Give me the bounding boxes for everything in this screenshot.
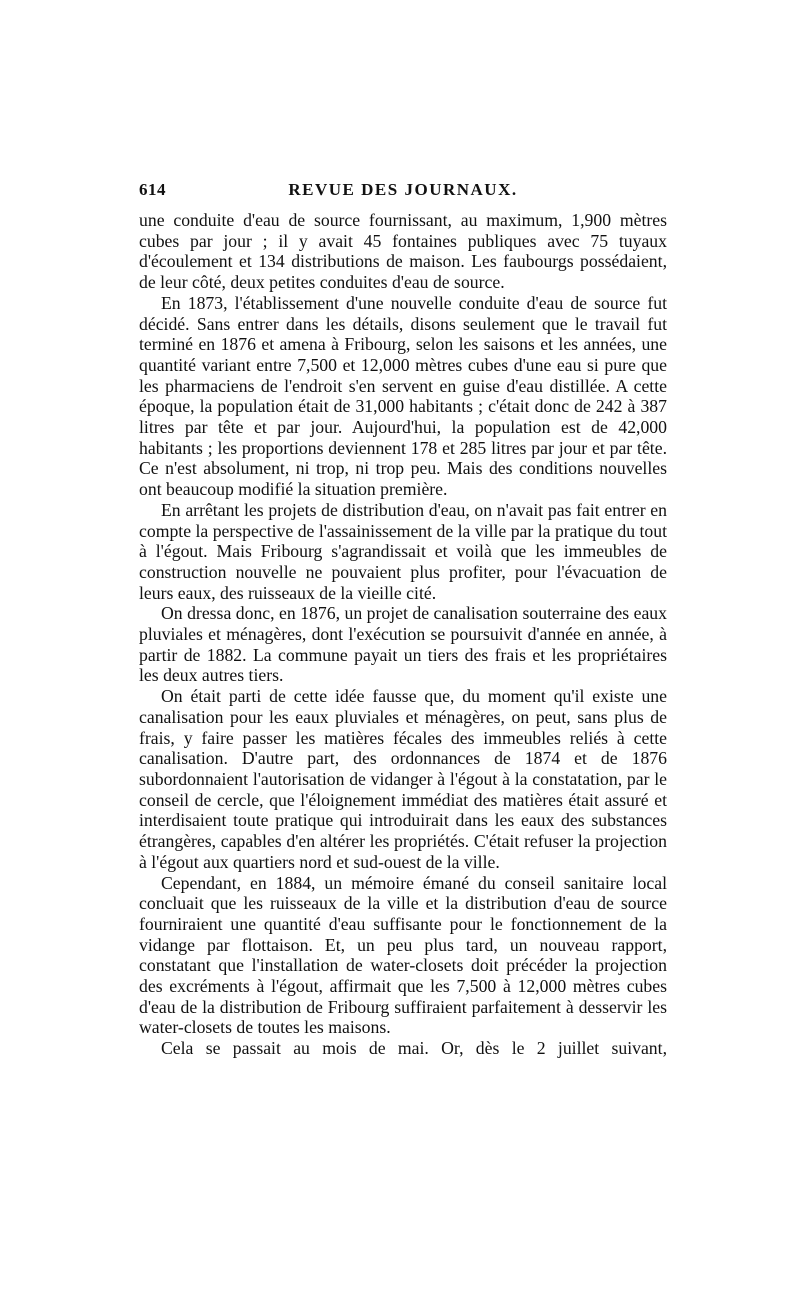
- paragraph-6: Cependant, en 1884, un mémoire émané du conseil sanitaire local concluait que les ruisseaux de la ville et la distribution d'eau de source fourniraient une quantité d'eau suffisante pour le fonctionnement de la vidange par flottaison. Et, un peu plus tard, un nouveau rapport, constatant que l'installation de water-closets doit précéder la projection des excréments à l'égout, affirmait que les 7,500 à 12,000 mètres cubes d'eau de la distribution de Fribourg suffiraient parfaitement à desservir les water-closets de toutes les maisons.: [139, 872, 667, 1038]
- paragraph-2: En 1873, l'établissement d'une nouvelle conduite d'eau de source fut décidé. Sans entrer dans les détails, disons seulement que le travail fut terminé en 1876 et amena à Fribourg, selon les saisons et les années, une quantité variant entre 7,500 et 12,000 mètres cubes d'une eau si pure que les pharmaciens de l'endroit s'en servent en guise d'eau distillée. A cette époque, la population était de 31,000 habitants ; c'était donc de 242 à 387 litres par tête et par jour. Aujourd'hui, la population est de 42,000 habitants ; les proportions deviennent 178 et 285 litres par jour et par tête. Ce n'est absolument, ni trop, ni trop peu. Mais des conditions nouvelles ont beaucoup modifié la situation première.: [139, 292, 667, 500]
- running-title: REVUE DES JOURNAUX.: [288, 180, 518, 199]
- page-number: 614: [139, 180, 166, 199]
- paragraph-7: Cela se passait au mois de mai. Or, dès le 2 juillet suivant,: [161, 1038, 667, 1059]
- paragraph-4: On dressa donc, en 1876, un projet de canalisation souterraine des eaux pluviales et ménagères, dont l'exécution se poursuivit d'année en année, à partir de 1882. La commune payait un tiers des frais et les propriétaires les deux autres tiers.: [139, 603, 667, 686]
- paragraph-1: une conduite d'eau de source fournissant, au maximum, 1,900 mètres cubes par jour ; il y avait 45 fontaines publiques avec 75 tuyaux d'écoulement et 134 distributions de maison. Les faubourgs possédaient, de leur côté, deux petites conduites d'eau de source.: [139, 210, 667, 293]
- page-header: [139, 180, 667, 210]
- paragraph-3: En arrêtant les projets de distribution d'eau, on n'avait pas fait entrer en compte la perspective de l'assainissement de la ville par la pratique du tout à l'égout. Mais Fribourg s'agrandissait et voilà que les immeubles de construction nouvelle ne pouvaient plus profiter, pour l'évacuation de leurs eaux, des ruisseaux de la vieille cité.: [139, 499, 667, 603]
- body-text: [139, 210, 667, 1059]
- paragraph-5: On était parti de cette idée fausse que, du moment qu'il existe une canalisation pour les eaux pluviales et ménagères, on peut, sans plus de frais, y faire passer les matières fécales des immeubles reliés à cette canalisation. D'autre part, des ordonnances de 1874 et de 1876 subordonnaient l'autorisation de vidanger à l'égout à la constatation, par le conseil de cercle, que l'éloignement immédiat des matières était assuré et interdisaient toute pratique qui introduirait dans les eaux des substances étrangères, capables d'en altérer les propriétés. C'était refuser la projection à l'égout aux quartiers nord et sud-ouest de la ville.: [139, 686, 667, 872]
